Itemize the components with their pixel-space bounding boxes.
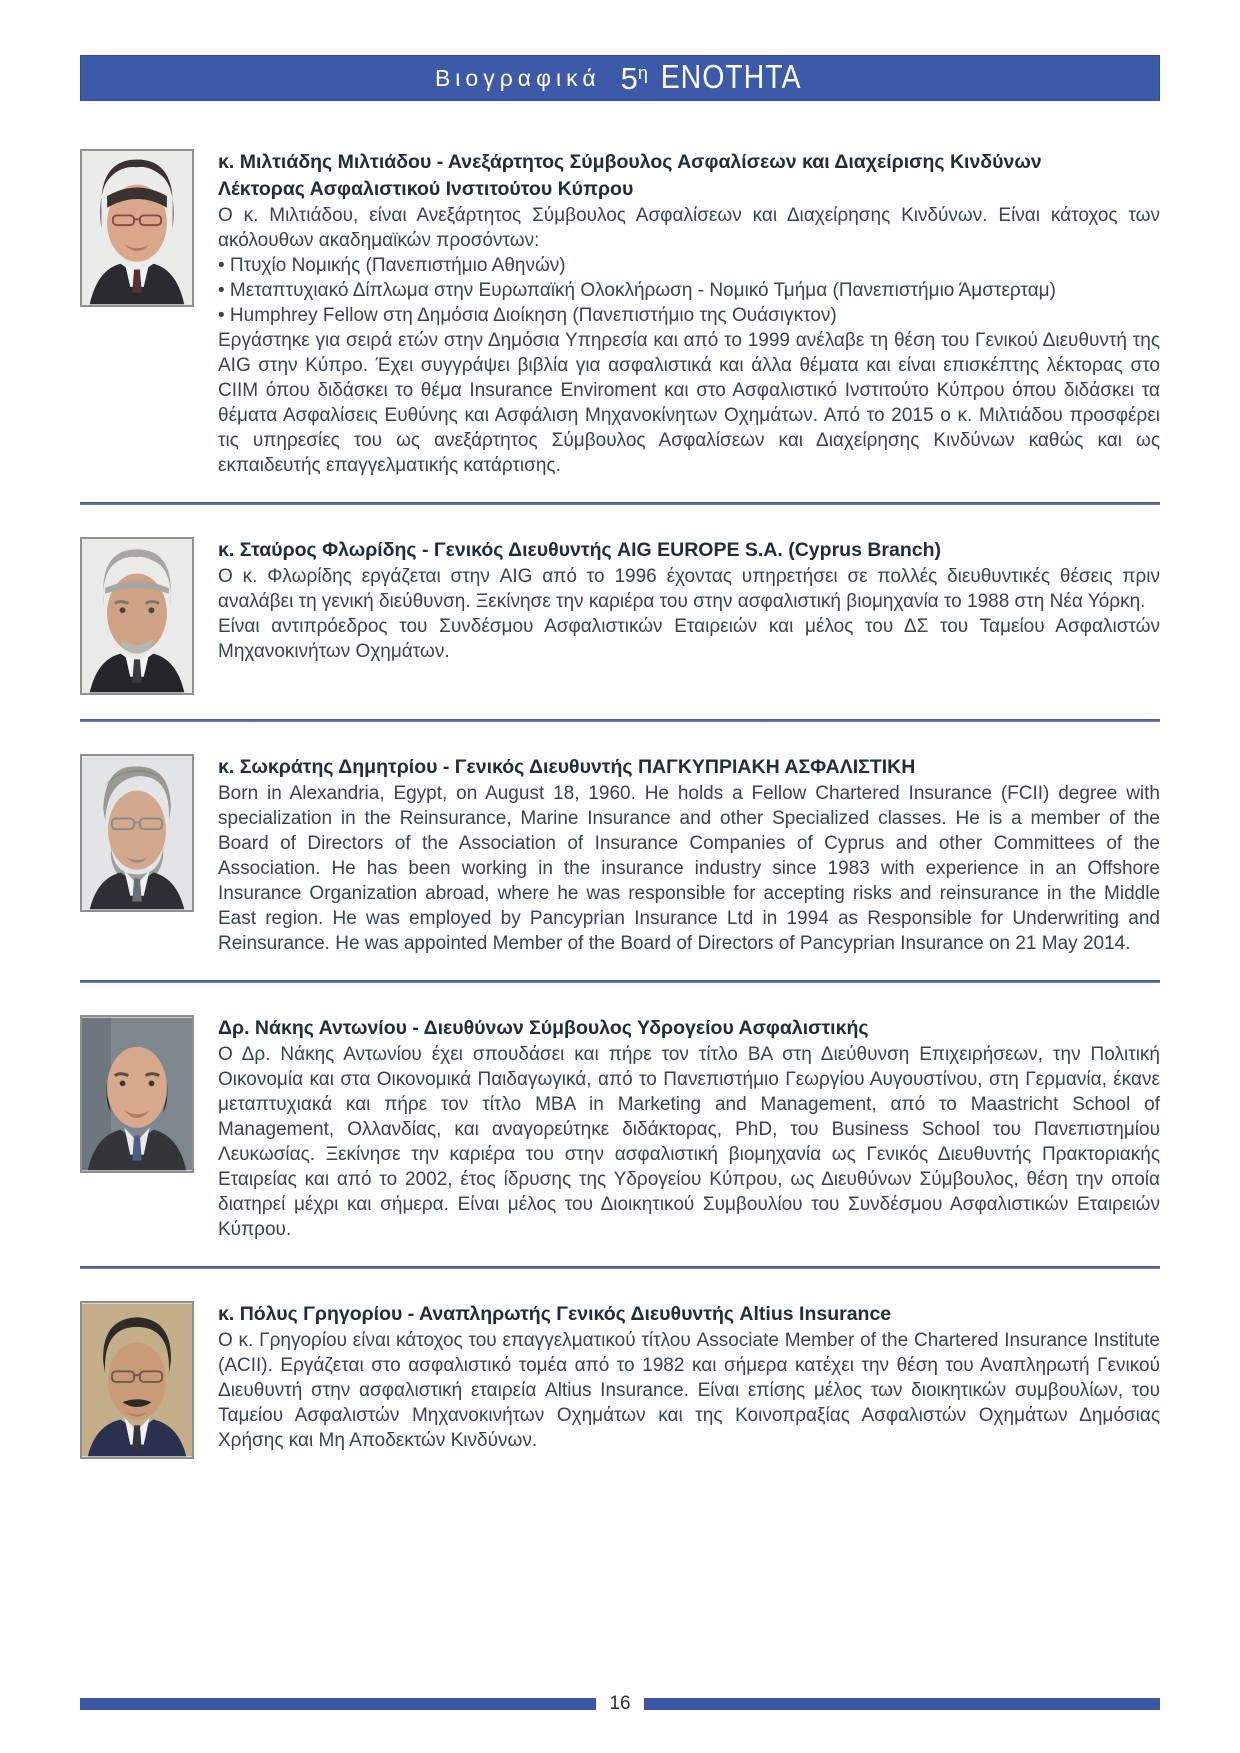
- portrait-photo: [82, 1303, 192, 1457]
- bio-paragraph: Ο Δρ. Νάκης Αντωνίου έχει σπουδάσει και πήρε τον τίτλο BA στη Διεύθυνση Επιχειρήσεων, την Πολιτική Οικονομία και στα Οικονομικά Παιδαγωγικά, από το Πανεπιστήμιο Γεωργίου Αυγουστίνου, στη Γερμανία, έκανε μεταπτυχιακά και πήρε τον τίτλο MBA in Marketing and Management, από το Maastricht School of Management, Ολλανδίας, και αναγορεύτηκε διδάκτορας, PhD, του Business School του Πανεπιστημίου Λευκωσίας. Ξεκίνησε την καριέρα του στην ασφαλιστική βιομηχανία ως Γενικός Διευθυντής Πρακτοριακής Εταιρείας και από το 2002, έτος ίδρυσης της Υδρογείου Κύπρου, ως Διευθύνων Σύμβουλος, θέση την οποία διατηρεί μέχρι και σήμερα. Είναι μέλος του Διοικητικού Συμβουλίου του Συνδέσμου Ασφαλιστικών Εταιρειών Κύπρου.: [218, 1044, 1160, 1240]
- bio-text-antoniou: [218, 1015, 1160, 1242]
- footer-bar-right: [644, 1698, 1160, 1710]
- page-title: Βιογραφικά: [434, 64, 601, 91]
- bio-paragraph: Ο κ. Μιλτιάδου, είναι Ανεξάρτητος Σύμβουλος Ασφαλίσεων και Διαχείρησης Κινδύνων. Είναι κάτοχος των ακόλουθων ακαδημαϊκών προσόντων:: [218, 205, 1160, 251]
- portrait-photo: [82, 539, 192, 693]
- section-divider: [80, 719, 1160, 722]
- bio-text-floridis: [218, 537, 1160, 664]
- bio-title: κ. Σωκράτης Δημητρίου - Γενικός Διευθυντής ΠΑΓΚΥΠΡΙΑΚΗ ΑΣΦΑΛΙΣΤΙΚΗ: [218, 756, 916, 778]
- bio-text-miltiadou: [218, 149, 1160, 478]
- section-label: ΕΝΟΤΗΤΑ: [660, 58, 802, 96]
- bio-paragraph: Ο κ. Φλωρίδης εργάζεται στην AIG από το 1996 έχοντας υπηρετήσει σε πολλές διευθυντικές θέσεις πριν αναλάβει τη γενική διεύθυνση. Ξεκίνησε την καριέρα του στην ασφαλιστική βιομηχανία το 1988 στη Νέα Υόρκη.: [218, 566, 1160, 612]
- bio-title: κ. Σταύρος Φλωρίδης - Γενικός Διευθυντής AIG EUROPE S.A. (Cyprus Branch): [218, 539, 942, 561]
- bullet-item: • Πτυχίο Νομικής (Πανεπιστήμιο Αθηνών): [218, 255, 566, 276]
- bio-section-grigoriou: [80, 1301, 1160, 1459]
- bio-section-dimitriou: [80, 754, 1160, 956]
- bio-title-line2: Λέκτορας Ασφαλιστικού Ινστιτούτου Κύπρου: [218, 178, 634, 200]
- portrait-photo-floridis: [80, 537, 194, 695]
- portrait-photo-miltiadou: [80, 149, 194, 307]
- section-header-bar: [80, 55, 1160, 101]
- bios-content: [80, 149, 1160, 1459]
- portrait-photo: [82, 151, 192, 305]
- section-divider: [80, 980, 1160, 983]
- section-number-digit: 5: [620, 60, 638, 96]
- bio-title: Δρ. Νάκης Αντωνίου - Διευθύνων Σύμβουλος Υδρογείου Ασφαλιστικής: [218, 1017, 869, 1039]
- bio-text-grigoriou: [218, 1301, 1160, 1453]
- bio-paragraph: Ο κ. Γρηγορίου είναι κάτοχος του επαγγελματικού τίτλου Associate Member of the Chartered Insurance Institute (ACII). Εργάζεται στο ασφαλιστικό τομέα από το 1982 και σήμερα κατέχει την θέση του Αναπληρωτή Γενικού Διευθυντή στην ασφαλιστική εταιρεία Altius Insurance. Είναι επίσης μέλος των διοικητικών συμβουλίων, του Ταμείου Ασφαλιστών Μηχανοκινήτων Οχημάτων και της Κοινοπραξίας Ασφαλιστών Οχημάτων Δημόσιας Χρήσης και Μη Αποδεκτών Κινδύνων.: [218, 1330, 1160, 1451]
- bullet-item: • Μεταπτυχιακό Δίπλωμα στην Ευρωπαϊκή Ολοκλήρωση - Νομικό Τμήμα (Πανεπιστήμιο Άμστερταμ): [218, 280, 1056, 301]
- bio-paragraph: Είναι αντιπρόεδρος του Συνδέσμου Ασφαλιστικών Εταιρειών και μέλος του ΔΣ του Ταμείου Ασφαλιστών Μηχανοκινήτων Οχημάτων.: [218, 616, 1160, 662]
- bio-section-antoniou: [80, 1015, 1160, 1242]
- portrait-photo-grigoriou: [80, 1301, 194, 1459]
- bio-title: κ. Πόλυς Γρηγορίου - Αναπληρωτής Γενικός Διευθυντής Altius Insurance: [218, 1303, 892, 1325]
- bio-section-floridis: [80, 537, 1160, 695]
- portrait-photo-dimitriou: [80, 754, 194, 912]
- portrait-photo: [82, 1017, 192, 1171]
- bio-section-miltiadou: [80, 149, 1160, 478]
- section-number-suffix: η: [637, 62, 648, 83]
- bio-paragraph: Born in Alexandria, Egypt, on August 18, 1960. He holds a Fellow Chartered Insurance (FCII) degree with specialization in the Reinsurance, Marine Insurance and other Specialized classes. He is a member of the Board of Directors of the Association of Insurance Companies of Cyprus and other Committees of the Association. He has been working in the insurance industry since 1983 with experience in an Offshore Insurance Organization abroad, where he was responsible for accepting risks and reinsurance in the Middle East region. He was employed by Pancyprian Insurance Ltd in 1994 as Responsible for Underwriting and Reinsurance. He was appointed Member of the Board of Directors of Pancyprian Insurance on 21 May 2014.: [218, 783, 1160, 954]
- section-divider: [80, 502, 1160, 505]
- bullet-item: • Humphrey Fellow στη Δημόσια Διοίκηση (Πανεπιστήμιο της Ουάσιγκτον): [218, 305, 837, 326]
- page-number: 16: [609, 1692, 631, 1714]
- bio-paragraph: Εργάστηκε για σειρά ετών στην Δημόσια Υπηρεσία και από το 1999 ανέλαβε τη θέση του Γενικού Διευθυντή της AIG στην Κύπρο. Έχει συγγράψει βιβλία για ασφαλιστικά και άλλα θέματα και είναι επισκέπτης λέκτορας στο CIIM όπου διδάσκει το θέμα Insurance Enviroment και στο Ασφαλιστικό Ινστιτούτο Κύπρου όπου διδάσκει τα θέματα Ασφαλίσεις Ευθύνης και Ασφάλιση Μηχανοκίνητων Οχημάτων. Από το 2015 ο κ. Μιλτιάδου προσφέρει τις υπηρεσίες του ως ανεξάρτητος Σύμβουλος Ασφαλίσεων και Διαχείρησης Κινδύνων καθώς και ως εκπαιδευτής επαγγελματικής κατάρτισης.: [218, 330, 1160, 476]
- portrait-photo: [82, 756, 192, 910]
- section-number: [620, 60, 648, 96]
- section-divider: [80, 1266, 1160, 1269]
- footer-bar-left: [80, 1698, 596, 1710]
- bio-title: κ. Μιλτιάδης Μιλτιάδου - Ανεξάρτητος Σύμβουλος Ασφαλίσεων και Διαχείρισης Κινδύνων: [218, 151, 1042, 173]
- page-footer: [80, 1690, 1160, 1717]
- bio-text-dimitriou: [218, 754, 1160, 956]
- portrait-photo-antoniou: [80, 1015, 194, 1173]
